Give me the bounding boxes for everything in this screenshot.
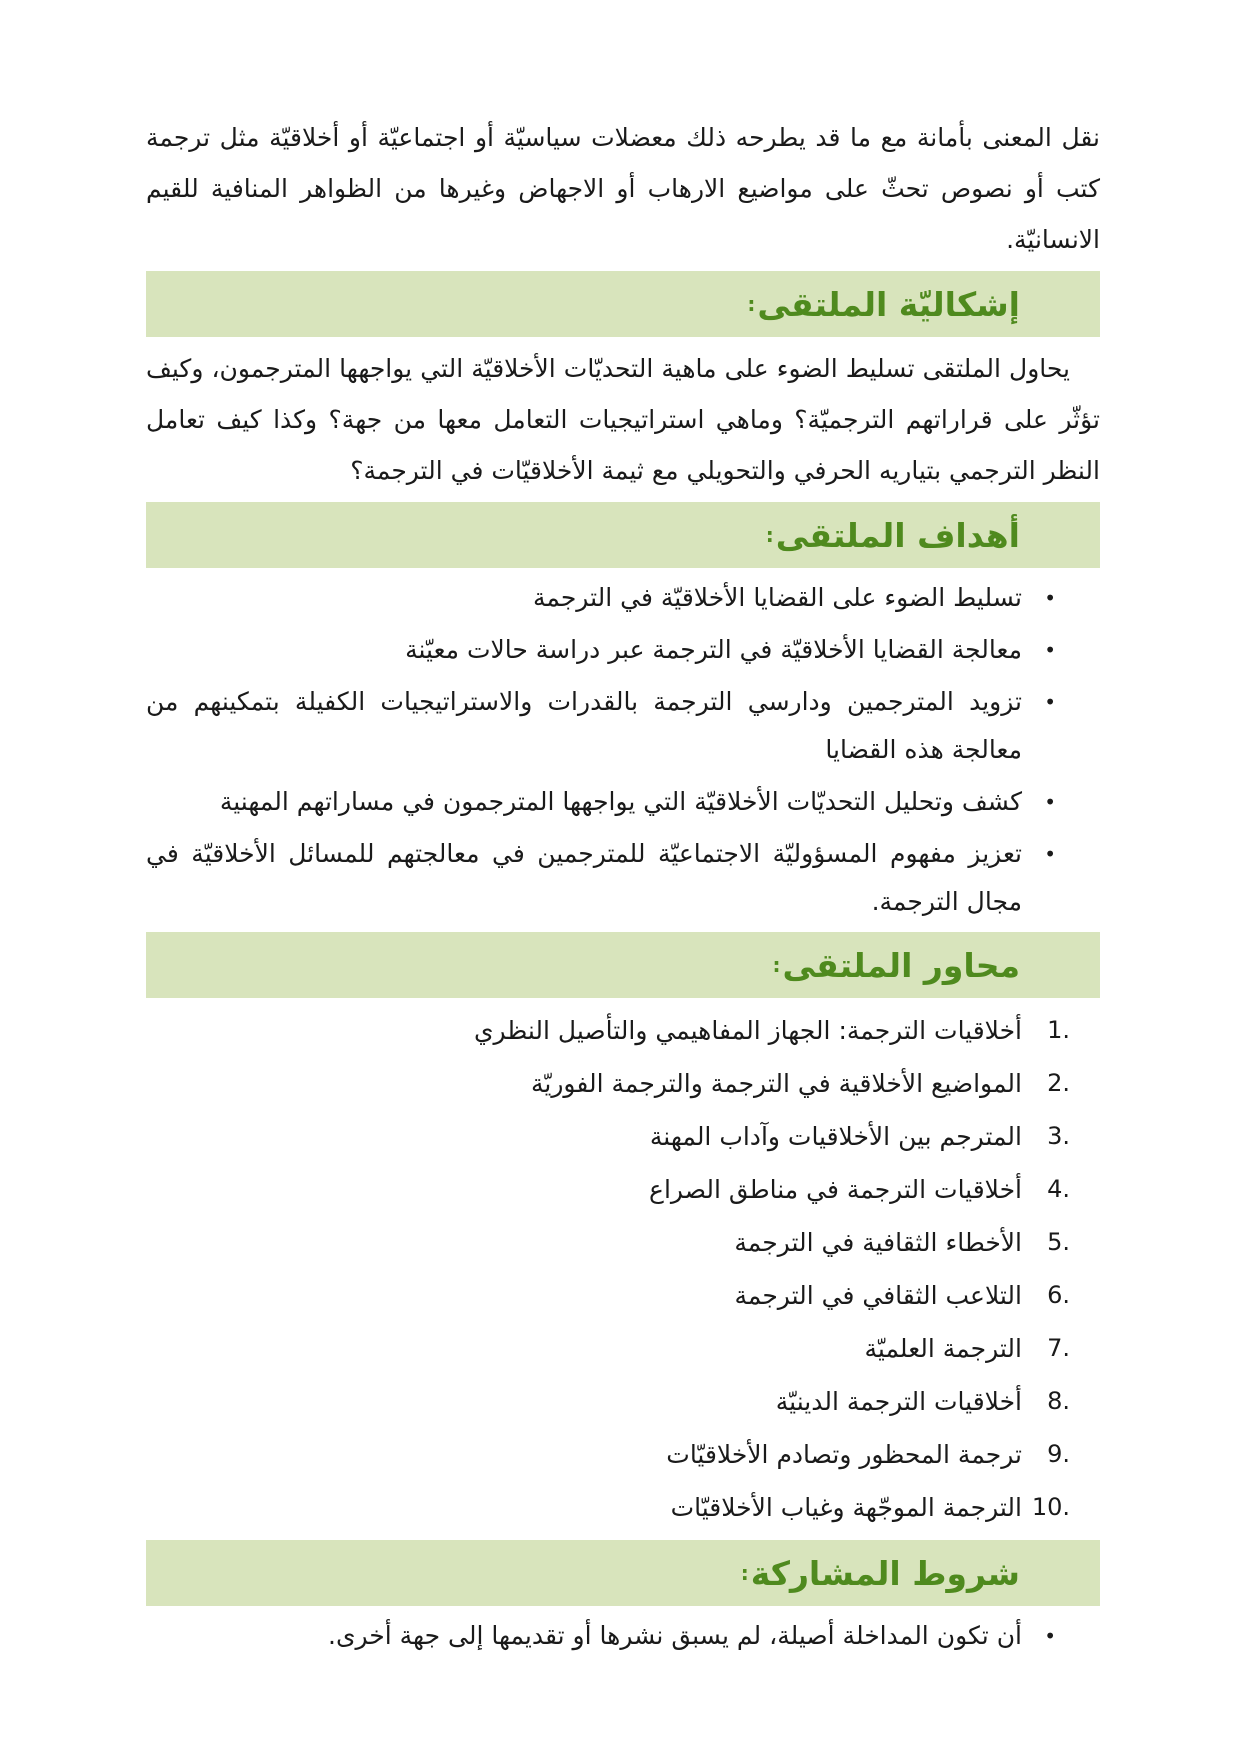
axes-heading-title: محاور الملتقى <box>782 945 1020 985</box>
objective-text: تزويد المترجمين ودارسي الترجمة بالقدرات والاستراتيجيات الكفيلة بتمكينهم من معالجة هذه القضايا <box>146 687 1022 764</box>
axis-text: المواضيع الأخلاقية في الترجمة والترجمة الفوريّة <box>530 1069 1022 1098</box>
axis-number: 1. <box>1047 1016 1070 1044</box>
objective-text: تسليط الضوء على القضايا الأخلاقيّة في الترجمة <box>533 583 1022 612</box>
objective-text: معالجة القضايا الأخلاقيّة في الترجمة عبر دراسة حالات معيّنة <box>405 635 1022 664</box>
axis-number: 2. <box>1047 1069 1070 1097</box>
axis-text: التلاعب الثقافي في الترجمة <box>734 1281 1022 1310</box>
objective-item <box>146 778 1100 826</box>
condition-item <box>146 1612 1100 1660</box>
problem-section-heading <box>146 271 1100 337</box>
axis-number: 5. <box>1047 1228 1070 1256</box>
objective-item <box>146 830 1100 926</box>
axis-text: الترجمة الموجّهة وغياب الأخلاقيّات <box>670 1493 1022 1522</box>
axis-text: أخلاقيات الترجمة: الجهاز المفاهيمي والتأصيل النظري <box>473 1016 1022 1045</box>
objectives-section-heading <box>146 502 1100 568</box>
conditions-section-heading <box>146 1540 1100 1606</box>
objective-item <box>146 678 1100 774</box>
problem-heading-title: إشكاليّة الملتقى <box>757 284 1020 324</box>
objectives-heading-title: أهداف الملتقى <box>775 515 1020 555</box>
objectives-list <box>146 574 1100 926</box>
axis-text: أخلاقيات الترجمة الدينيّة <box>775 1387 1022 1416</box>
objectives-heading-colon: : <box>765 523 774 547</box>
axis-item <box>146 1322 1100 1375</box>
objective-item <box>146 574 1100 622</box>
axis-text: الترجمة العلميّة <box>864 1334 1022 1363</box>
axis-text: أخلاقيات الترجمة في مناطق الصراع <box>649 1175 1022 1204</box>
condition-text: أن تكون المداخلة أصيلة، لم يسبق نشرها أو تقديمها إلى جهة أخرى. <box>328 1621 1022 1650</box>
axis-item <box>146 1163 1100 1216</box>
axis-item <box>146 1428 1100 1481</box>
objective-item <box>146 626 1100 674</box>
axis-item <box>146 1269 1100 1322</box>
axis-item <box>146 1216 1100 1269</box>
conditions-list <box>146 1612 1100 1660</box>
axis-number: 9. <box>1047 1440 1070 1468</box>
objective-text: كشف وتحليل التحديّات الأخلاقيّة التي يواجهها المترجمون في مساراتهم المهنية <box>219 787 1022 816</box>
problem-paragraph: يحاول الملتقى تسليط الضوء على ماهية التحديّات الأخلاقيّة التي يواجهها المترجمون، وكيف تؤثّر على قراراتهم الترجميّة؟ وماهي استراتيجيات التعامل معها من جهة؟ وكذا كيف تعامل النظر الترجمي بتياريه الحرفي والتحويلي مع ثيمة الأخلاقيّات في الترجمة؟ <box>146 354 1100 485</box>
conditions-heading-title: شروط المشاركة <box>750 1553 1020 1593</box>
axis-number: 7. <box>1047 1334 1070 1362</box>
intro-paragraph: نقل المعنى بأمانة مع ما قد يطرحه ذلك معضلات سياسيّة أو اجتماعيّة أو أخلاقيّة مثل ترجمة كتب أو نصوص تحثّ على مواضيع الارهاب أو الاجهاض وغيرها من الظواهر المنافية للقيم الانسانيّة. <box>146 123 1100 254</box>
axis-number: 4. <box>1047 1175 1070 1203</box>
axis-number: 3. <box>1047 1122 1070 1150</box>
axis-text: ترجمة المحظور وتصادم الأخلاقيّات <box>666 1440 1022 1469</box>
axis-number: 6. <box>1047 1281 1070 1309</box>
bullet-icon: • <box>1044 842 1056 866</box>
bullet-icon: • <box>1044 1624 1056 1648</box>
axis-item <box>146 1375 1100 1428</box>
axis-item <box>146 1110 1100 1163</box>
axis-text: المترجم بين الأخلاقيات وآداب المهنة <box>649 1122 1022 1151</box>
bullet-icon: • <box>1044 586 1056 610</box>
conditions-heading-colon: : <box>740 1561 749 1585</box>
axis-text: الأخطاء الثقافية في الترجمة <box>734 1228 1022 1257</box>
axis-number: 8. <box>1047 1387 1070 1415</box>
axis-item <box>146 1481 1100 1534</box>
problem-heading-colon: : <box>747 292 756 316</box>
axes-section-heading <box>146 932 1100 998</box>
axes-heading-colon: : <box>772 953 781 977</box>
axis-item <box>146 1004 1100 1057</box>
bullet-icon: • <box>1044 690 1056 714</box>
axis-number: 10. <box>1031 1493 1070 1521</box>
objective-text: تعزيز مفهوم المسؤوليّة الاجتماعيّة للمترجمين في معالجتهم للمسائل الأخلاقيّة في مجال الترجمة. <box>146 839 1022 916</box>
axis-item <box>146 1057 1100 1110</box>
axes-list <box>146 1004 1100 1534</box>
document-content <box>146 112 1100 1664</box>
bullet-icon: • <box>1044 790 1056 814</box>
bullet-icon: • <box>1044 638 1056 662</box>
